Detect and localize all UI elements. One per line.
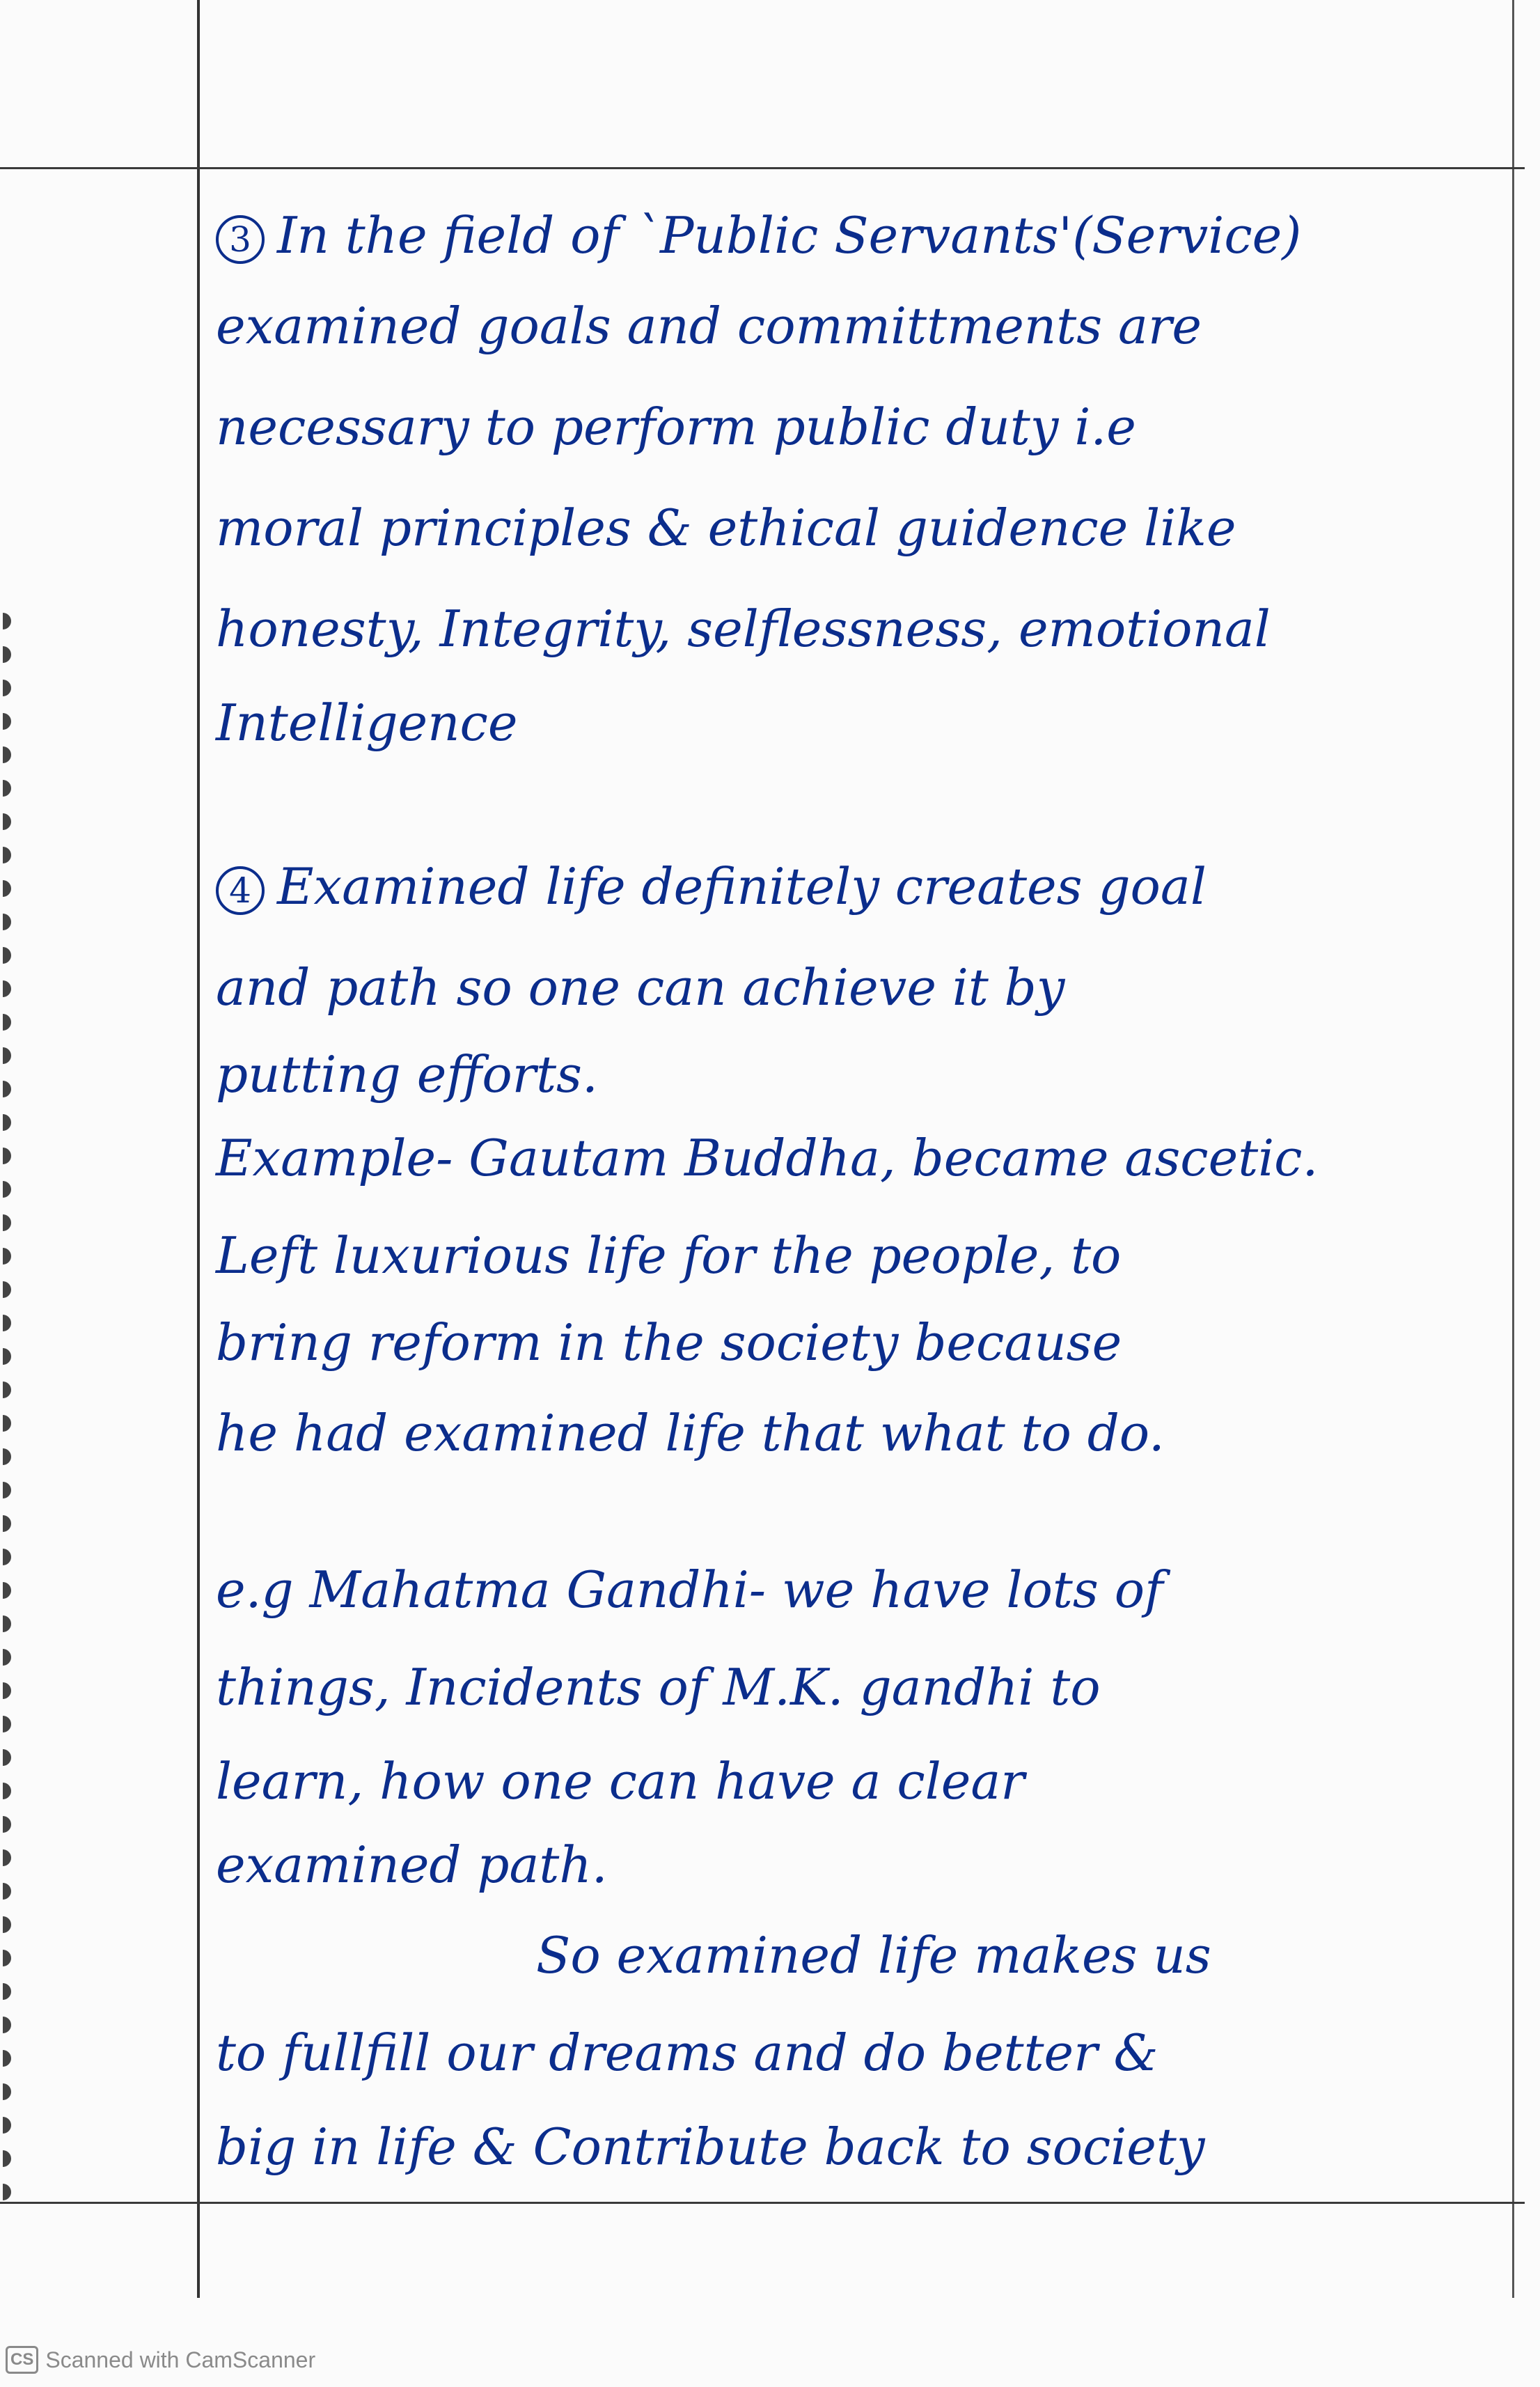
point4-line-2: and path so one can achieve it by <box>216 958 1065 1017</box>
top-rule <box>0 167 1525 169</box>
right-border-line <box>1512 0 1514 2298</box>
eg-line-1: e.g Mahatma Gandhi- we have lots of <box>216 1560 1163 1619</box>
conclusion-line-3: big in life & Contribute back to society <box>216 2118 1205 2176</box>
point3-line-3: necessary to perform public duty i.e <box>216 398 1136 456</box>
eg-line-2: things, Incidents of M.K. gandhi to <box>216 1658 1101 1716</box>
example-line-1: Example- Gautam Buddha, became ascetic. <box>216 1129 1319 1187</box>
point3-line-6: Intelligence <box>216 694 518 752</box>
conclusion-line-2: to fullfill our dreams and do better & <box>216 2024 1158 2082</box>
point3-line-5: honesty, Integrity, selflessness, emotional <box>216 600 1271 658</box>
example-line-2: Left luxurious life for the people, to <box>216 1226 1122 1285</box>
bottom-rule <box>0 2202 1525 2204</box>
point3-line-2: examined goals and committments are <box>216 297 1202 355</box>
camscanner-logo: CS <box>6 2346 38 2374</box>
camscanner-watermark <box>6 2344 315 2376</box>
example-line-3: bring reform in the society because <box>216 1313 1122 1372</box>
point4-line-3: putting efforts. <box>216 1045 598 1104</box>
point3-line-4: moral principles & ethical guidence like <box>216 499 1236 557</box>
point3-number: 3 <box>216 215 265 264</box>
margin-line <box>197 0 200 2298</box>
eg-line-4: examined path. <box>216 1836 608 1894</box>
watermark-text: Scanned with CamScanner <box>45 2347 316 2372</box>
point3-line-1: 3 In the field of `Public Servants'(Service) <box>216 202 1301 269</box>
point4-line-1: 4 Examined life definitely creates goal <box>216 853 1207 920</box>
spiral-binding-holes <box>0 0 21 2298</box>
example-line-4: he had examined life that what to do. <box>216 1404 1165 1462</box>
conclusion-line-1: So examined life makes us <box>536 1926 1211 1985</box>
eg-line-3: learn, how one can have a clear <box>216 1752 1025 1810</box>
point4-number: 4 <box>216 866 265 915</box>
